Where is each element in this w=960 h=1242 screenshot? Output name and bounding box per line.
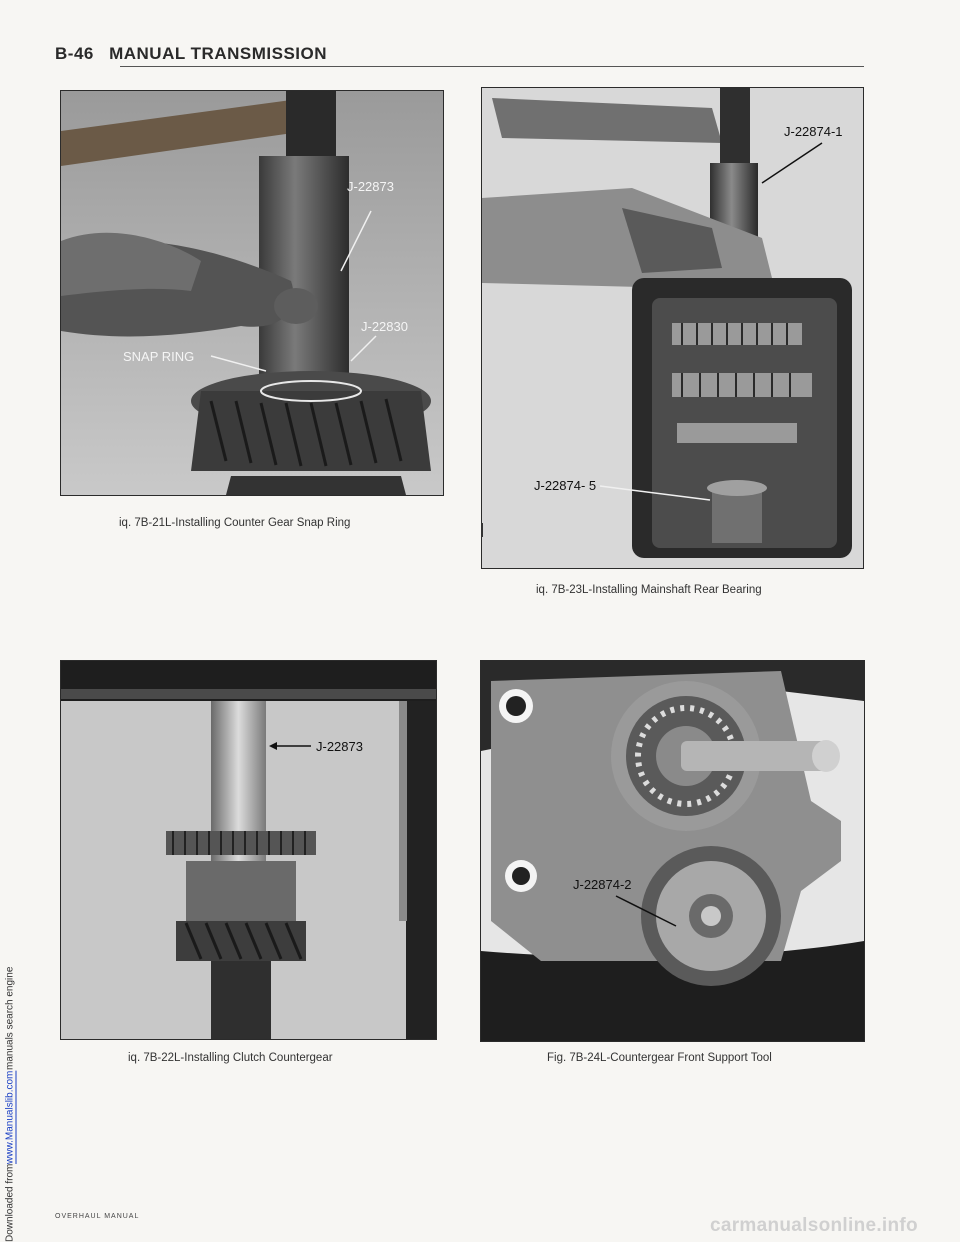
- download-notice-suffix: manuals search engine: [4, 966, 16, 1071]
- caption-fig-21l: iq. 7B-21L-Installing Counter Gear Snap Ring: [119, 517, 351, 529]
- callout-j22874-1: J-22874-1: [784, 124, 843, 139]
- callout-snap-ring: SNAP RING: [123, 349, 195, 364]
- callout-j22873: J-22873: [316, 739, 363, 754]
- callout-j22873: J-22873: [347, 179, 394, 194]
- callout-j22874-2: J-22874-2: [573, 877, 632, 892]
- caption-fig-22l: iq. 7B-22L-Installing Clutch Countergear: [128, 1052, 333, 1064]
- download-notice: [3, 0, 17, 1242]
- callout-j22874-5: J-22874- 5: [534, 478, 597, 493]
- page-number: B-46: [55, 44, 94, 63]
- watermark: carmanualsonline.info: [710, 1215, 918, 1236]
- header-rule: [120, 66, 864, 67]
- caption-fig-23l: iq. 7B-23L-Installing Mainshaft Rear Bearing: [536, 584, 762, 596]
- figure-mainshaft-rear-bearing: [481, 87, 864, 569]
- footer-manual-label: OVERHAUL MANUAL: [55, 1213, 140, 1220]
- page-title: MANUAL TRANSMISSION: [109, 44, 328, 63]
- figure-counter-gear-snap-ring: [60, 90, 444, 496]
- callout-j22830: J-22830: [361, 319, 408, 334]
- manualslib-link[interactable]: www.Manualslib.com: [4, 1070, 16, 1164]
- caption-fig-24l: Fig. 7B-24L-Countergear Front Support Tool: [547, 1052, 772, 1064]
- figure-clutch-countergear: [60, 660, 437, 1040]
- page-header: [55, 44, 327, 64]
- figure-countergear-front-support-tool: [480, 660, 865, 1042]
- download-notice-prefix: Downloaded from: [4, 1163, 16, 1242]
- margin-tick-mark: [481, 523, 483, 537]
